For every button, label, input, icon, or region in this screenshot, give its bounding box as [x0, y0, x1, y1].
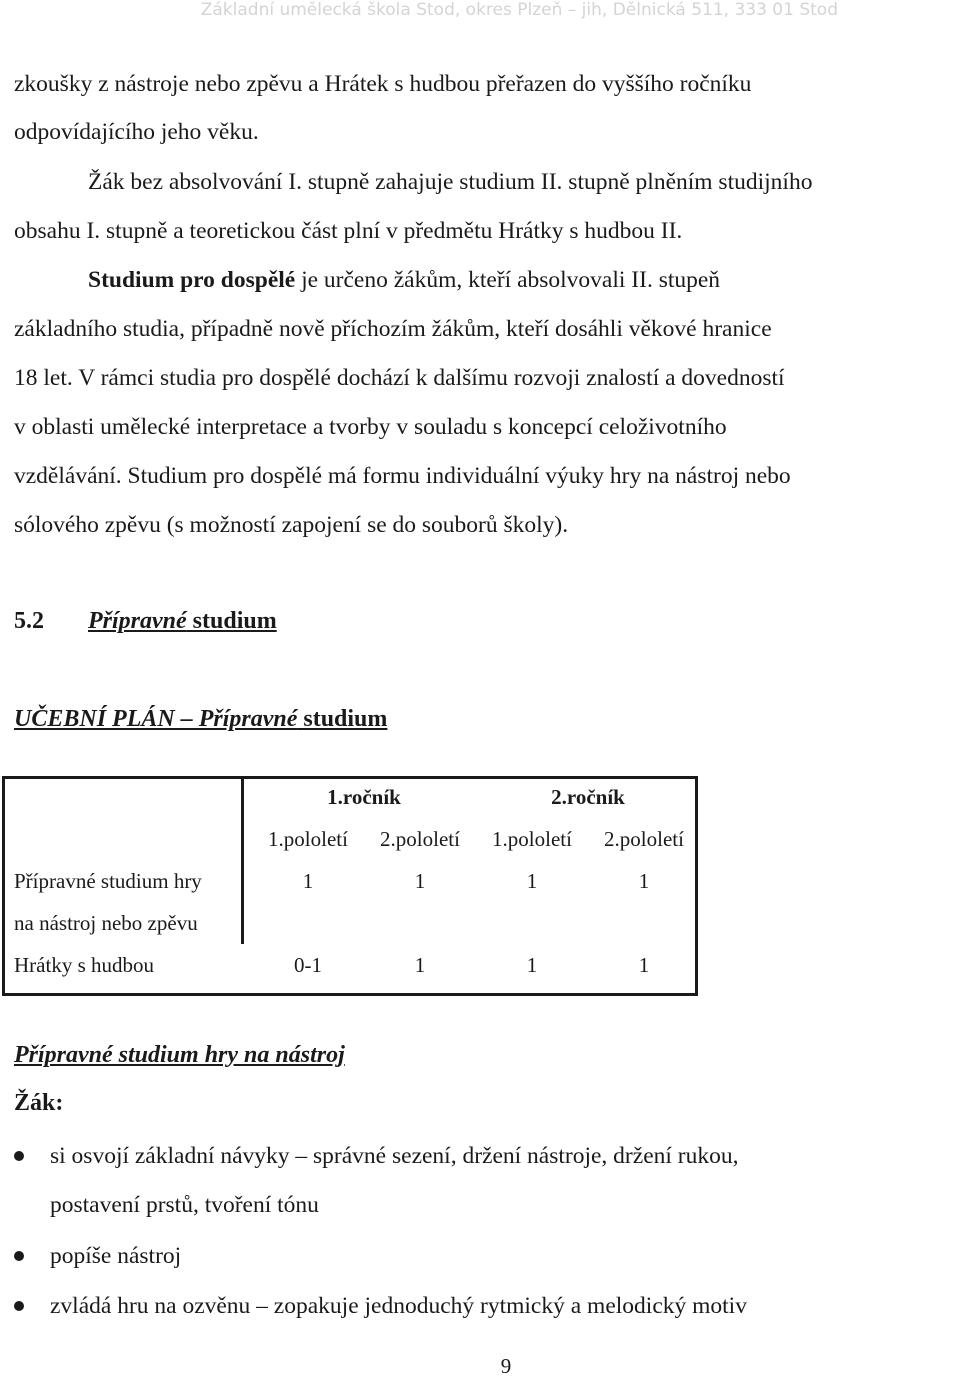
list-item-continuation: postavení prstů, tvoření tónu [50, 1192, 319, 1218]
paragraph-line: v oblasti umělecké interpretace a tvorby v souladu s koncepcí celoživotního [14, 414, 727, 440]
semester-header: 2.pololetí [604, 826, 684, 851]
page-header [0, 0, 960, 24]
lesson-count: 1 [414, 952, 426, 977]
table-cell [252, 902, 364, 944]
subject-name: Hrátky s hudbou [14, 952, 154, 977]
bullet-icon [14, 1151, 24, 1161]
lesson-count: 1 [414, 868, 426, 893]
subsection-heading: Přípravné studium hry na nástroj [14, 1042, 345, 1068]
semester-header: 1.pololetí [268, 826, 348, 851]
lesson-count: 1 [526, 952, 538, 977]
header-text: Základní umělecká škola Stod, okres Plzeň – jih, Dělnická 511, 333 01 Stod [200, 0, 838, 20]
paragraph-line: Žák bez absolvování I. stupně zahajuje studium II. stupně plněním studijního [88, 169, 813, 195]
bullet-icon [14, 1251, 24, 1261]
paragraph-line: základního studia, případně nově příchozím žákům, kteří dosáhli věkové hranice [14, 316, 772, 342]
semester-header: 2.pololetí [380, 826, 460, 851]
curriculum-heading: UČEBNÍ PLÁN – Přípravné studium [14, 706, 388, 732]
paragraph-line: sólového zpěvu (s možností zapojení se do souborů školy). [14, 512, 569, 538]
lesson-count: 1 [526, 868, 538, 893]
table-row [2, 944, 700, 986]
paragraph-text: je určeno žákům, kteří absolvovali II. stupeň [295, 267, 721, 293]
table-cell [588, 902, 700, 944]
subject-name: Přípravné studium hry [14, 868, 202, 893]
bullet-icon [14, 1301, 24, 1311]
table-row [2, 776, 700, 818]
curriculum-table [2, 776, 700, 986]
year-header: 2.ročník [551, 784, 625, 809]
list-item: popíše nástroj [50, 1243, 182, 1269]
lesson-count: 1 [638, 868, 650, 893]
lesson-count: 1 [302, 868, 314, 893]
table-cell [2, 776, 252, 818]
lesson-count: 0-1 [294, 952, 322, 977]
adult-study-term: Studium pro dospělé [88, 267, 296, 293]
table-row [2, 902, 700, 944]
table-cell [2, 818, 252, 860]
paragraph-line [88, 266, 720, 294]
table-cell [476, 902, 588, 944]
list-item: si osvojí základní návyky – správné sezení, držení nástroje, držení rukou, [50, 1143, 739, 1169]
lesson-count: 1 [638, 952, 650, 977]
section-number: 5.2 [14, 608, 44, 634]
student-label: Žák: [14, 1090, 64, 1116]
subject-name: na nástroj nebo zpěvu [14, 910, 198, 935]
paragraph-line: odpovídajícího jeho věku. [14, 119, 259, 145]
section-heading [14, 608, 277, 635]
table-divider [241, 776, 244, 944]
paragraph-line: 18 let. V rámci studia pro dospělé dochází k dalšímu rozvoji znalostí a dovedností [14, 365, 785, 391]
page-number: 9 [500, 1354, 512, 1378]
paragraph-line: vzdělávání. Studium pro dospělé má formu individuální výuky hry na nástroj nebo [14, 463, 791, 489]
table-cell [364, 902, 476, 944]
table-row [2, 860, 700, 902]
paragraph-line: zkoušky z nástroje nebo zpěvu a Hrátek s hudbou přeřazen do vyššího ročníku [14, 71, 752, 97]
semester-header: 1.pololetí [492, 826, 572, 851]
table-row [2, 818, 700, 860]
paragraph-line: obsahu I. stupně a teoretickou část plní v předmětu Hrátky s hudbou II. [14, 218, 683, 244]
list-item: zvládá hru na ozvěnu – zopakuje jednoduchý rytmický a melodický motiv [50, 1293, 747, 1319]
section-title: Přípravné studium [88, 608, 277, 634]
year-header: 1.ročník [327, 784, 401, 809]
